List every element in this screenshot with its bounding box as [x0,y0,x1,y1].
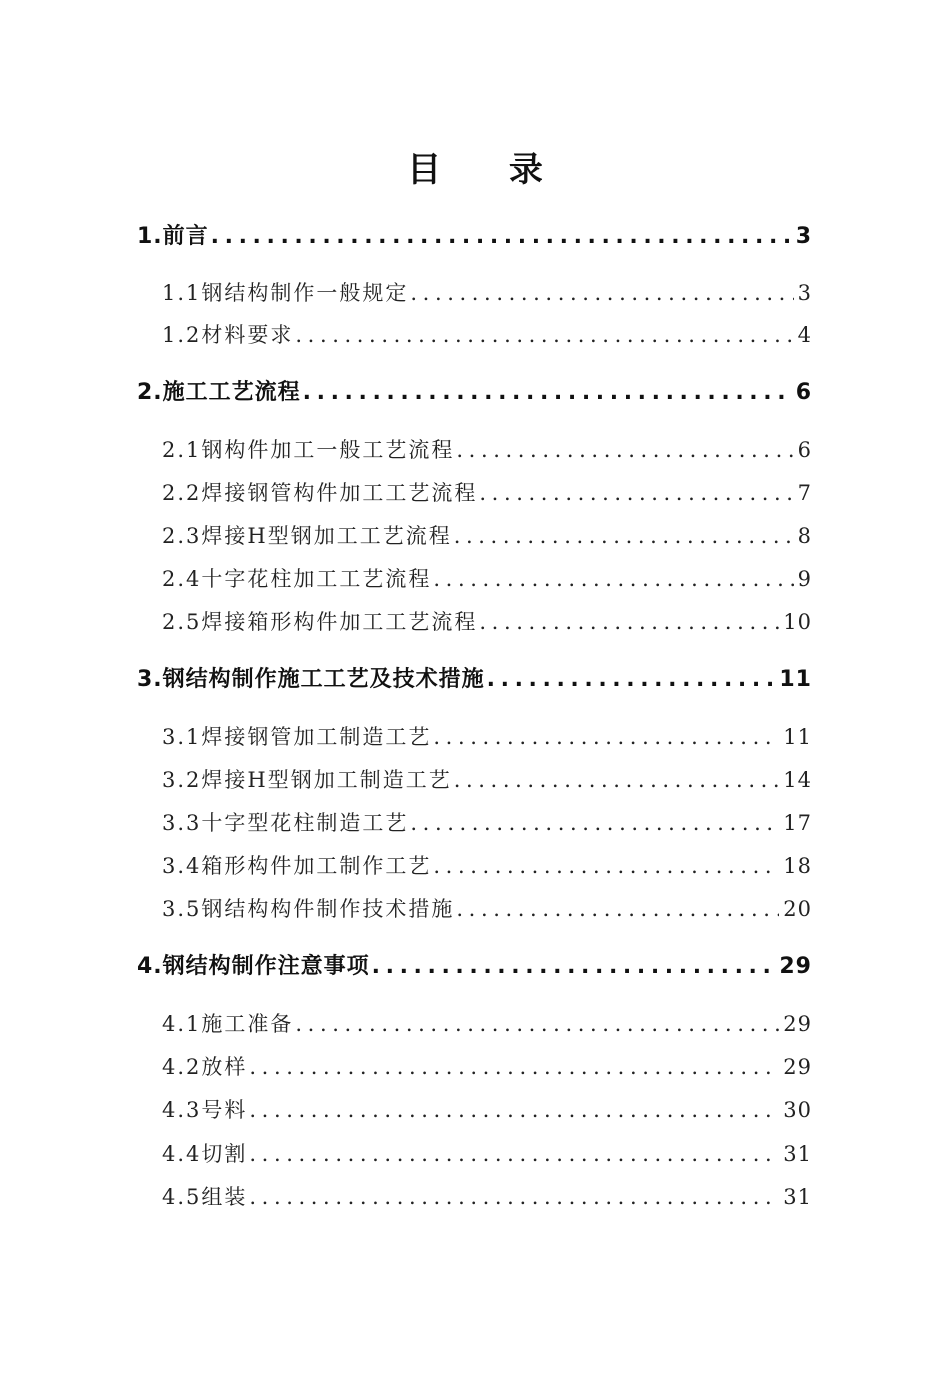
toc-entry-label: 3.3十字型花柱制造工艺 [162,811,409,835]
toc-dot-leader [433,564,793,594]
toc-page-number: 20 [783,897,812,921]
toc-page-number: 7 [797,481,812,505]
toc-entry-label: 3.1焊接钢管加工制造工艺 [162,725,432,749]
toc-dot-leader [249,1139,779,1169]
toc-section-entry[interactable] [162,851,812,881]
toc-dot-leader [303,378,792,408]
toc-entry-label: 4.5组装 [162,1185,248,1209]
toc-page-number: 17 [783,811,812,835]
toc-entry-label: 3.钢结构制作施工工艺及技术措施 [137,667,485,692]
toc-entry-label: 4.2放样 [162,1055,248,1079]
toc-section-entry[interactable] [162,1182,812,1212]
toc-dot-leader [454,765,780,795]
toc-section-entry[interactable] [162,1139,812,1169]
page-title: 目 录 [407,150,571,190]
toc-dot-leader [410,278,793,308]
toc-entry-label: 2.5焊接箱形构件加工工艺流程 [162,610,478,634]
toc-dot-leader [433,851,779,881]
toc-entry-label: 3.4箱形构件加工制作工艺 [162,854,432,878]
toc-dot-leader [249,1052,779,1082]
toc-entry-label: 3.2焊接H型钢加工制造工艺 [162,768,452,792]
toc-entry-label: 4.3号料 [162,1098,248,1122]
toc-section-entry[interactable] [162,521,812,551]
toc-chapter-entry[interactable] [137,665,812,695]
toc-dot-leader [479,607,779,637]
toc-page-number: 31 [783,1185,812,1209]
toc-section-entry[interactable] [162,1095,812,1125]
toc-page-number: 31 [783,1142,812,1166]
toc-page-number: 6 [797,438,812,462]
toc-entry-label: 2.3焊接H型钢加工工艺流程 [162,524,452,548]
toc-page-number: 29 [783,1055,812,1079]
toc-section-entry[interactable] [162,894,812,924]
toc-section-entry[interactable] [162,1052,812,1082]
toc-section-entry[interactable] [162,278,812,308]
toc-page-number: 30 [783,1098,812,1122]
toc-entry-label: 3.5钢结构构件制作技术措施 [162,897,455,921]
toc-section-entry[interactable] [162,1009,812,1039]
toc-entry-label: 1.前言 [137,224,209,249]
toc-page-number: 29 [783,1012,812,1036]
toc-dot-leader [249,1182,779,1212]
toc-chapter-entry[interactable] [137,952,812,982]
toc-entry-label: 1.1钢结构制作一般规定 [162,281,409,305]
toc-dot-leader [372,952,776,982]
toc-page-number: 8 [797,524,812,548]
toc-dot-leader [295,1009,779,1039]
toc-entry-label: 1.2材料要求 [162,323,294,347]
toc-dot-leader [456,435,793,465]
toc-chapter-entry[interactable] [137,378,812,408]
toc-section-entry[interactable] [162,564,812,594]
toc-page-number: 18 [783,854,812,878]
toc-page-number: 3 [797,281,812,305]
toc-dot-leader [479,478,793,508]
toc-entry-label: 2.施工工艺流程 [137,380,301,405]
toc-dot-leader [211,222,792,252]
toc-entry-label: 4.4切割 [162,1142,248,1166]
toc-page-number: 11 [783,725,812,749]
toc-dot-leader [454,521,794,551]
toc-dot-leader [456,894,779,924]
toc-dot-leader [295,320,793,350]
toc-page-number: 29 [779,954,812,979]
toc-dot-leader [433,722,779,752]
toc-section-entry[interactable] [162,808,812,838]
toc-entry-label: 2.2焊接钢管构件加工工艺流程 [162,481,478,505]
toc-chapter-entry[interactable] [137,222,812,252]
toc-entry-label: 4.1施工准备 [162,1012,294,1036]
toc-dot-leader [410,808,779,838]
toc-section-entry[interactable] [162,722,812,752]
toc-page-number: 3 [795,224,812,249]
toc-entry-label: 4.钢结构制作注意事项 [137,954,370,979]
toc-page-number: 14 [783,768,812,792]
toc-section-entry[interactable] [162,320,812,350]
toc-dot-leader [249,1095,779,1125]
toc-dot-leader [487,665,776,695]
toc-entry-label: 2.1钢构件加工一般工艺流程 [162,438,455,462]
toc-section-entry[interactable] [162,435,812,465]
toc-section-entry[interactable] [162,607,812,637]
toc-page-number: 9 [797,567,812,591]
toc-section-entry[interactable] [162,765,812,795]
toc-page-number: 11 [779,667,812,692]
toc-page-number: 4 [797,323,812,347]
toc-entry-label: 2.4十字花柱加工工艺流程 [162,567,432,591]
toc-page-number: 10 [783,610,812,634]
toc-section-entry[interactable] [162,478,812,508]
toc-page-number: 6 [795,380,812,405]
